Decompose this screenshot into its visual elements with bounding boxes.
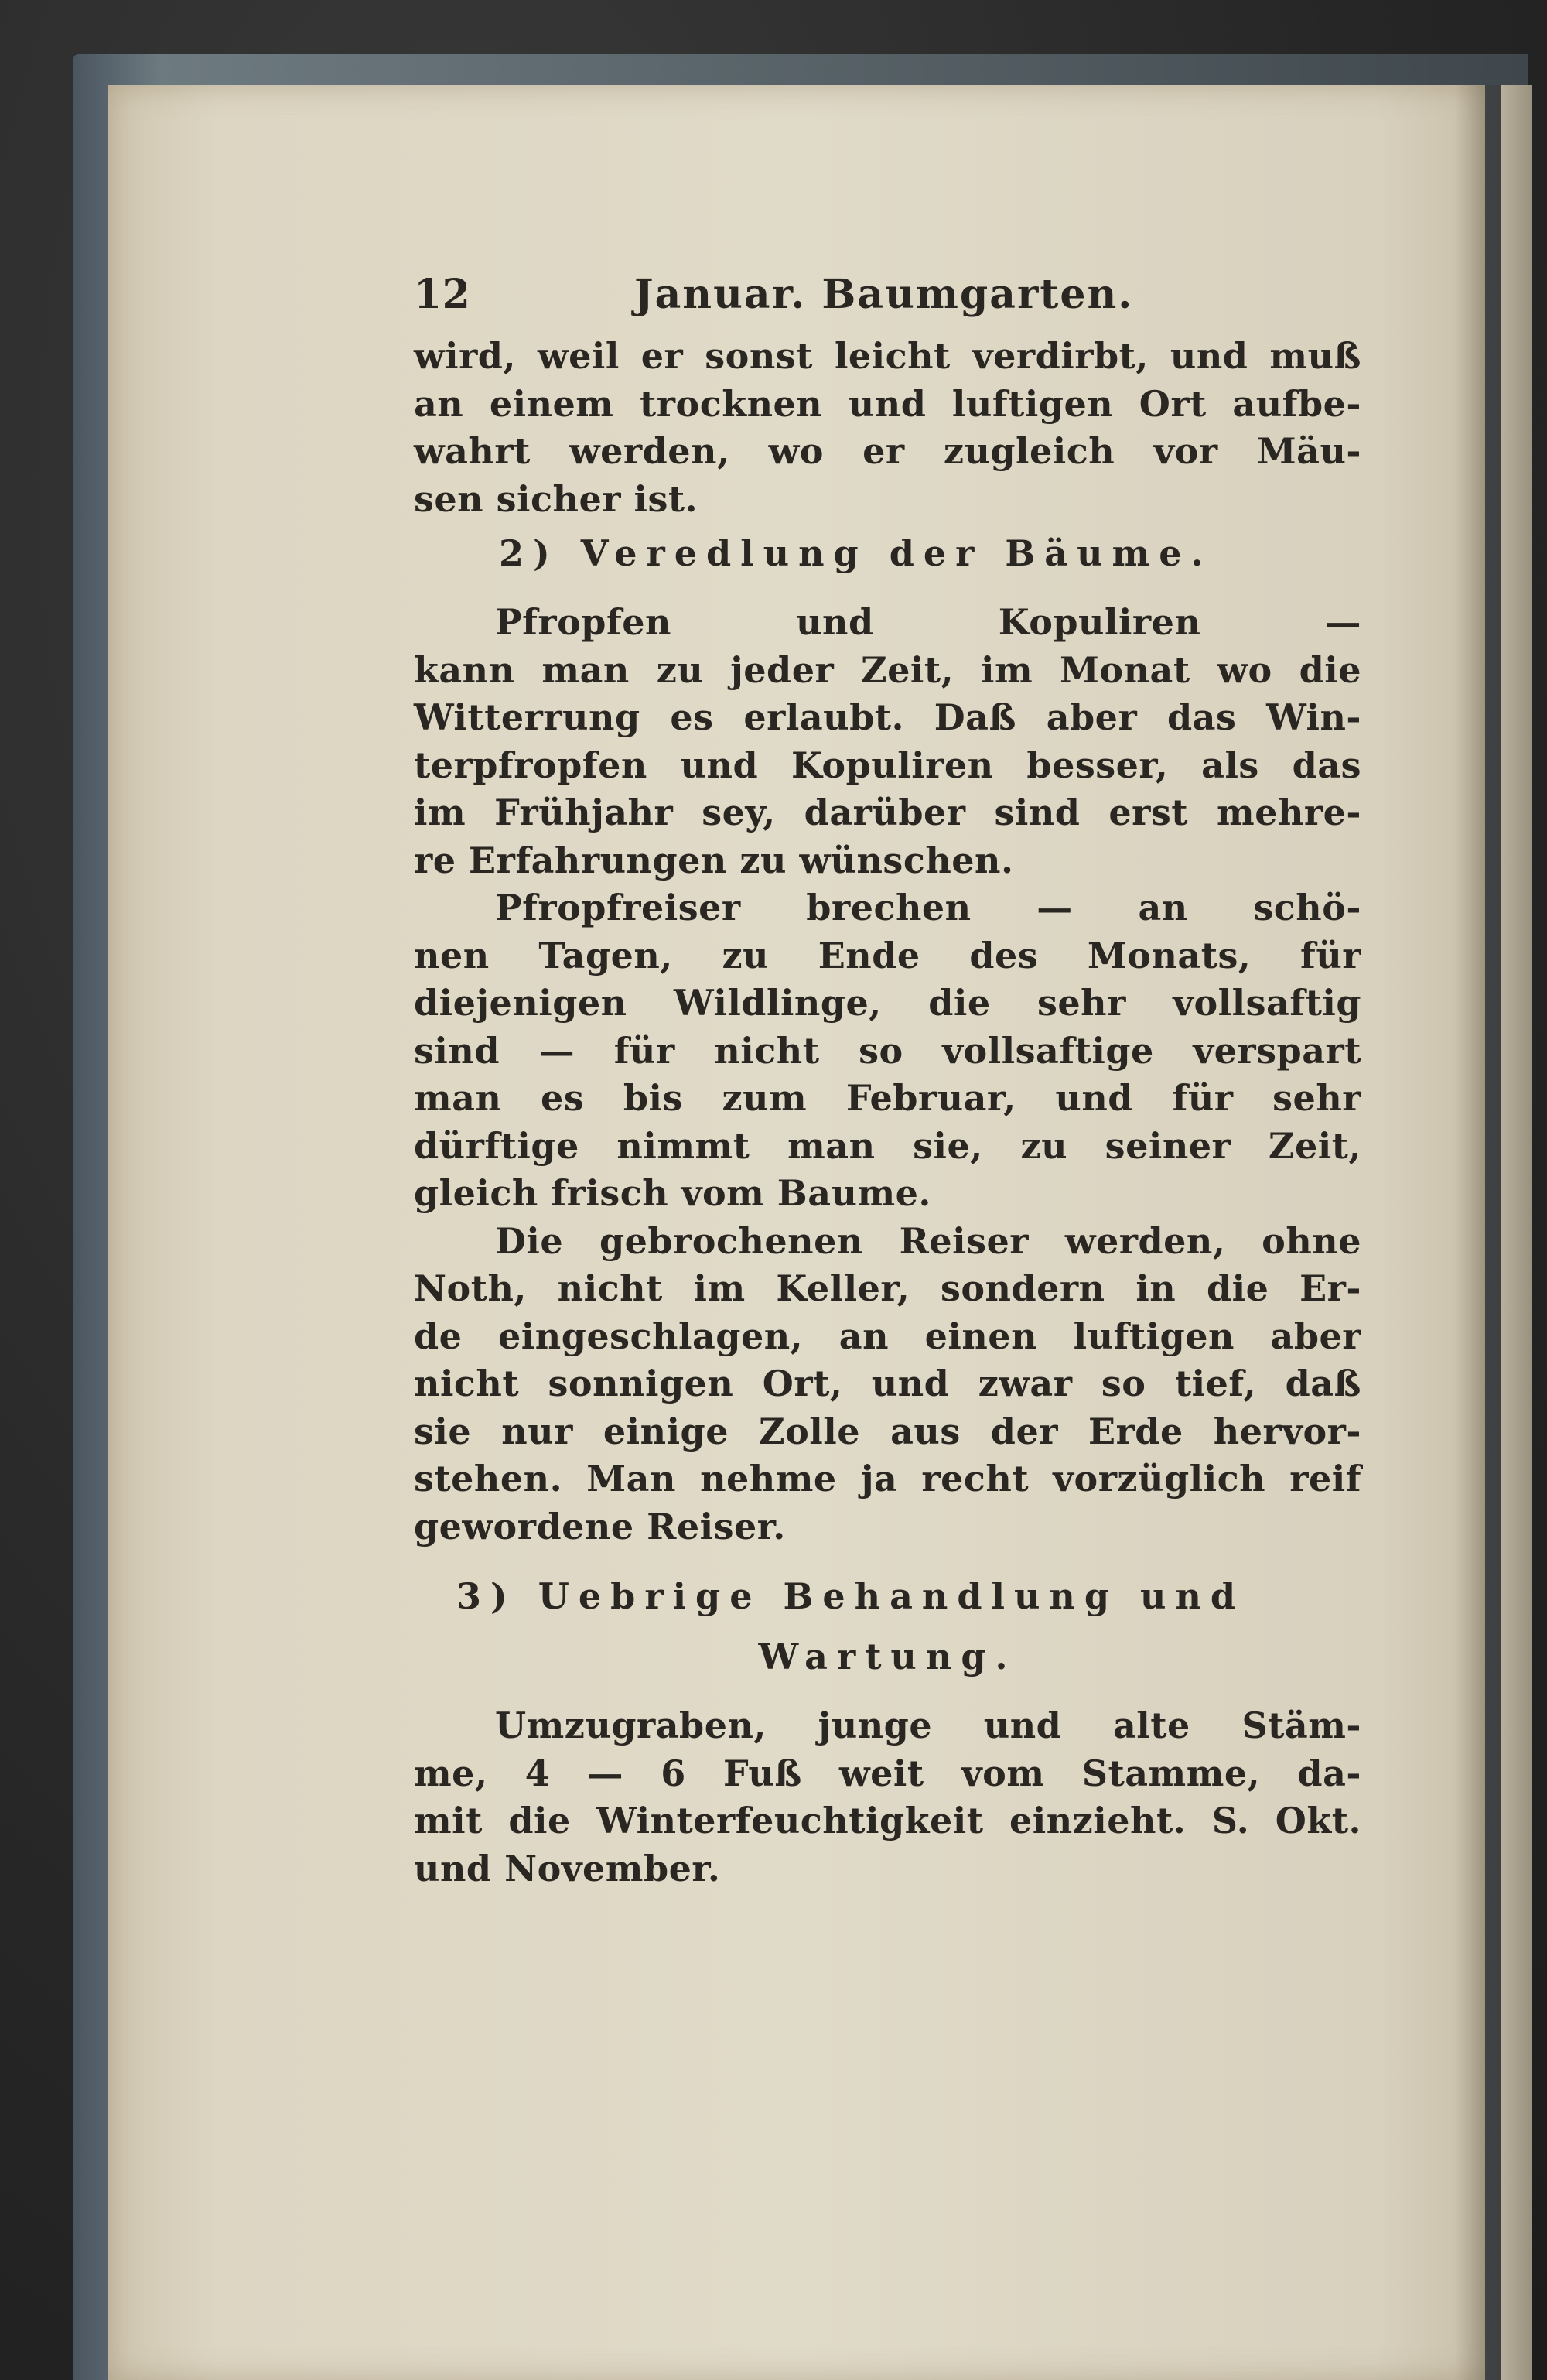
text-line: Witterrung es erlaubt. Daß aber das Win- xyxy=(414,696,1361,738)
text-line: sen sicher ist. xyxy=(414,477,698,520)
text-line: dürftige nimmt man sie, zu seiner Zeit, xyxy=(414,1124,1361,1167)
continuation-paragraph xyxy=(414,333,1361,523)
text-line: re Erfahrungen zu wünschen. xyxy=(414,839,1014,881)
header-title: Januar. Baumgarten. xyxy=(634,271,1134,318)
text-line: sind — für nicht so vollsaftige verspart xyxy=(414,1029,1361,1072)
text-line: wird, weil er sonst leicht verdirbt, und muß xyxy=(414,335,1361,377)
section-heading-3: 3) Uebrige Behandlung und xyxy=(456,1575,1245,1617)
text-line: Die gebrochenen Reiser werden, ohne xyxy=(495,1219,1361,1262)
page-text xyxy=(414,263,1361,1893)
text-line: mit die Winterfeuchtigkeit einzieht. S. Okt. xyxy=(414,1800,1361,1841)
gutter-shadow xyxy=(1454,85,1501,2380)
section-heading-2: 2) Veredlung der Bäume. xyxy=(499,532,1213,574)
page-number: 12 xyxy=(414,271,471,318)
text-line: terpfropfen und Kopuliren besser, als das xyxy=(414,744,1361,786)
text-line: Pfropfreiser brechen — an schö- xyxy=(495,887,1361,928)
text-line: Pfropfen und Kopuliren — xyxy=(495,601,1361,643)
text-line: nicht sonnigen Ort, und zwar so tief, daß xyxy=(414,1363,1361,1404)
text-line: im Frühjahr sey, darüber sind erst mehre- xyxy=(414,792,1361,833)
text-line: Noth, nicht im Keller, sondern in die Er- xyxy=(414,1267,1361,1309)
text-line: gleich frisch vom Baume. xyxy=(414,1172,931,1214)
text-line: gewordene Reiser. xyxy=(414,1505,786,1547)
text-line: diejenigen Wildlinge, die sehr vollsaftig xyxy=(414,982,1361,1024)
facing-page-edge xyxy=(1501,85,1532,2380)
text-line: an einem trocknen und luftigen Ort aufbe- xyxy=(414,382,1361,425)
paragraph-pfropfen xyxy=(414,599,1361,884)
text-line: sie nur einige Zolle aus der Erde hervor- xyxy=(414,1410,1361,1452)
paragraph-umzugraben xyxy=(414,1702,1361,1893)
text-line: nen Tagen, zu Ende des Monats, für xyxy=(414,934,1361,976)
section-heading-3-continued: Wartung. xyxy=(758,1636,1017,1677)
running-header xyxy=(414,263,1361,333)
text-line: und November. xyxy=(414,1847,721,1889)
paragraph-pfropfreiser xyxy=(414,884,1361,1218)
text-line: wahrt werden, wo er zugleich vor Mäu- xyxy=(414,430,1361,472)
text-line: me, 4 — 6 Fuß weit vom Stamme, da- xyxy=(414,1752,1361,1794)
text-line: Umzugraben, junge und alte Stäm- xyxy=(495,1705,1361,1746)
text-line: kann man zu jeder Zeit, im Monat wo die xyxy=(414,648,1361,691)
text-line: stehen. Man nehme ja recht vorzüglich reif xyxy=(414,1458,1361,1499)
text-line: man es bis zum Februar, und für sehr xyxy=(414,1077,1361,1119)
paragraph-reiser xyxy=(414,1218,1361,1551)
text-line: de eingeschlagen, an einen luftigen aber xyxy=(414,1315,1361,1357)
